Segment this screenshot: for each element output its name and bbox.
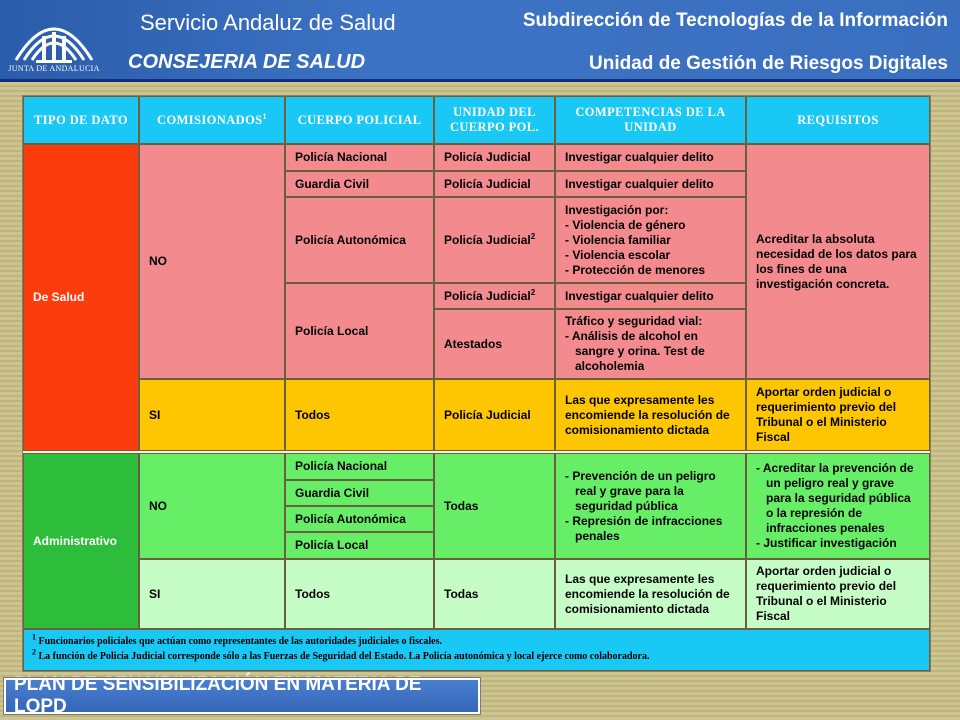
salud-pa-comp: Investigación por: - Violencia de género - Violencia familiar - Violencia escolar - Protección de menores — [555, 197, 746, 283]
footnote-1: $^1$ Funcionarios policiales que actúan como representantes de las autoridades judiciales o fiscales. — [32, 632, 443, 647]
admin-si-cuerpo: Todos — [285, 559, 434, 629]
salud-si-requisitos: Aportar orden judicial o requerimiento previo del Tribunal o el Ministerio Fiscal — [746, 379, 930, 451]
admin-si-requisitos: Aportar orden judicial o requerimiento previo del Tribunal o el Ministerio Fiscal — [746, 559, 930, 629]
unit-title: Unidad de Gestión de Riesgos Digitales — [589, 53, 948, 74]
salud-si-label: SI — [139, 379, 285, 451]
header-rule — [0, 79, 960, 82]
salud-si-comp: Las que expresamente les encomiende la resolución de comisionamiento dictada — [555, 379, 746, 451]
header-unidad: UNIDAD DEL CUERPO POL. — [434, 96, 555, 144]
salud-pn-cuerpo: Policía Nacional — [285, 144, 434, 171]
admin-si-label: SI — [139, 559, 285, 629]
admin-cuerpo-pn: Policía Nacional — [285, 453, 434, 480]
salud-no-requisitos: Acreditar la absoluta necesidad de los datos para los fines de una investigación concreta. — [746, 144, 930, 379]
header-competencias: COMPETENCIAS DE LA UNIDAD — [555, 96, 746, 144]
logo-caption: JUNTA DE ANDALUCIA — [8, 64, 100, 73]
admin-no-comp: - Prevención de un peligro real y grave para la seguridad pública - Represión de infracciones penales — [555, 453, 746, 559]
salud-pa-cuerpo: Policía Autonómica — [285, 197, 434, 283]
header-requisitos: REQUISITOS — [746, 96, 930, 144]
header-tipo: TIPO DE DATO — [23, 96, 139, 144]
subdirection-title: Subdirección de Tecnologías de la Información — [522, 10, 948, 31]
salud-si-cuerpo: Todos — [285, 379, 434, 451]
footnote-2: $^2$ La función de Policía Judicial corresponde sólo a las Fuerzas de Seguridad del Estado. La Policía autonómica y local ejerce como colaboradora. — [32, 647, 650, 662]
salud-pl-comp2: Tráfico y seguridad vial: - Análisis de alcohol en sangre y orina. Test de alcoholemia — [555, 309, 746, 379]
salud-si-unidad: Policía Judicial — [434, 379, 555, 451]
salud-no-label: NO — [139, 144, 285, 379]
admin-cuerpo-pl: Policía Local — [285, 532, 434, 559]
salud-pa-unidad: Policía Judicial$^2$ — [434, 197, 555, 283]
tipo-administrativo: Administrativo — [23, 453, 139, 629]
admin-no-unidad: Todas — [434, 453, 555, 559]
salud-pl-unidad1: Policía Judicial$^2$ — [434, 283, 555, 309]
admin-cuerpo-pa: Policía Autonómica — [285, 506, 434, 532]
salud-pl-cuerpo: Policía Local — [285, 283, 434, 379]
header-comisionados: COMISIONADOS$^1$ — [139, 96, 285, 144]
admin-si-unidad: Todas — [434, 559, 555, 629]
salud-gc-unidad: Policía Judicial — [434, 171, 555, 197]
tipo-de-salud: De Salud — [23, 144, 139, 451]
access-table — [22, 95, 931, 672]
salud-pn-comp: Investigar cualquier delito — [555, 144, 746, 171]
salud-pl-comp1: Investigar cualquier delito — [555, 283, 746, 309]
admin-cuerpo-gc: Guardia Civil — [285, 480, 434, 506]
admin-no-label: NO — [139, 453, 285, 559]
slide-header — [0, 0, 960, 82]
admin-no-requisitos: - Acreditar la prevención de un peligro real y grave para la seguridad pública o la represión de infracciones penales - Justificar investigación — [746, 453, 930, 559]
dept-name: CONSEJERIA DE SALUD — [128, 51, 366, 73]
admin-si-comp: Las que expresamente les encomiende la resolución de comisionamiento dictada — [555, 559, 746, 629]
org-name: Servicio Andaluz de Salud — [140, 10, 396, 35]
salud-gc-comp: Investigar cualquier delito — [555, 171, 746, 197]
salud-gc-cuerpo: Guardia Civil — [285, 171, 434, 197]
plan-banner: PLAN DE SENSIBILIZACIÓN EN MATERIA DE LOPD — [4, 678, 480, 714]
salud-pl-unidad2: Atestados — [434, 309, 555, 379]
table-footnotes — [23, 629, 930, 671]
salud-pn-unidad: Policía Judicial — [434, 144, 555, 171]
header-cuerpo: CUERPO POLICIAL — [285, 96, 434, 144]
